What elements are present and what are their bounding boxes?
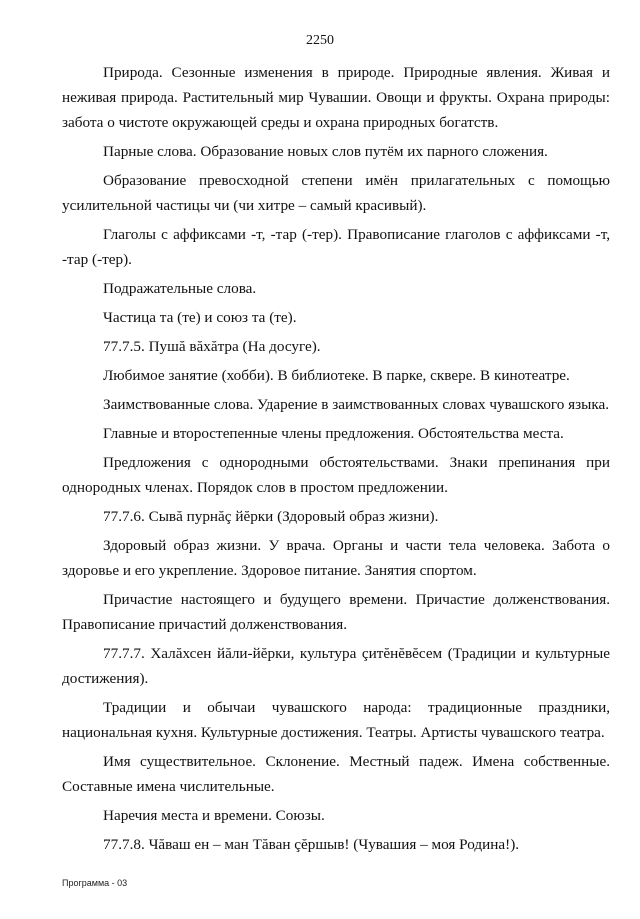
paragraph: Причастие настоящего и будущего времени. Причастие долженствования. Правописание причастий долженствования. bbox=[62, 591, 610, 633]
paragraph: Здоровый образ жизни. У врача. Органы и части тела человека. Забота о здоровье и его укрепление. Здоровое питание. Занятия спортом. bbox=[62, 537, 610, 579]
paragraph: Любимое занятие (хобби). В библиотеке. В парке, сквере. В кинотеатре. bbox=[103, 367, 570, 384]
paragraph: Заимствованные слова. Ударение в заимствованных словах чувашского языка. bbox=[103, 396, 610, 413]
paragraph: Подражательные слова. bbox=[103, 280, 257, 297]
paragraph: Имя существительное. Склонение. Местный падеж. Имена собственные. Составные имена числительные. bbox=[62, 753, 610, 795]
section-heading: 77.7.5. Пушă вăхăтра (На досуге). bbox=[103, 338, 321, 355]
paragraph: Парные слова. Образование новых слов путём их парного сложения. bbox=[103, 143, 548, 160]
paragraph: Наречия места и времени. Союзы. bbox=[103, 807, 325, 824]
paragraph: Традиции и обычаи чувашского народа: традиционные праздники, национальная кухня. Культурные достижения. Театры. Артисты чувашского театра. bbox=[62, 699, 610, 741]
paragraph: Главные и второстепенные члены предложения. Обстоятельства места. bbox=[103, 425, 564, 442]
paragraph: Предложения с однородными обстоятельствами. Знаки препинания при однородных членах. Порядок слов в простом предложении. bbox=[62, 454, 610, 496]
page-number: 2250 bbox=[306, 33, 334, 48]
section-heading: 77.7.7. Халăхсен йăли-йĕрки, культура çитĕнĕвĕсем (Традиции и культурные достижения). bbox=[62, 645, 610, 687]
document-body bbox=[62, 60, 610, 861]
paragraph: Образование превосходной степени имён прилагательных с помощью усилительной частицы чи (чи хитре – самый красивый). bbox=[62, 172, 610, 214]
section-heading: 77.7.6. Сывă пурнăç йĕрки (Здоровый образ жизни). bbox=[103, 508, 439, 525]
paragraph: Природа. Сезонные изменения в природе. Природные явления. Живая и неживая природа. Растительный мир Чувашии. Овощи и фрукты. Охрана природы: забота о чистоте окружающей среды и охрана природных богатств. bbox=[62, 64, 610, 131]
paragraph: Глаголы с аффиксами -т, -тар (-тер). Правописание глаголов с аффиксами -т, -тар (-тер). bbox=[62, 226, 610, 268]
section-heading: 77.7.8. Чăваш ен – ман Тăван çĕршыв! (Чувашия – моя Родина!). bbox=[103, 836, 520, 853]
footer-label: Программа - 03 bbox=[62, 878, 128, 888]
paragraph: Частица та (те) и союз та (те). bbox=[103, 309, 297, 326]
